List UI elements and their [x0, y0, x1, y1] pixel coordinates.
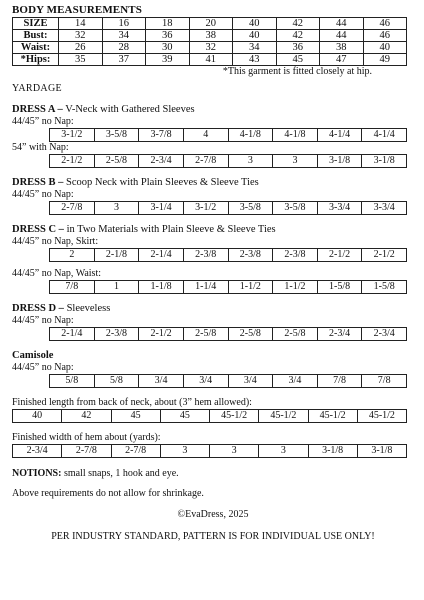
- yardage-cell: 3/4: [183, 375, 228, 388]
- dress-a-title: DRESS A –: [12, 104, 63, 115]
- measurement-cell: 32: [59, 30, 103, 42]
- dress-a-section: [12, 104, 414, 168]
- dress-b-sub1: 44/45” no Nap:: [12, 189, 74, 200]
- measurement-cell: 44: [320, 30, 364, 42]
- yardage-cell: 7/8: [317, 375, 362, 388]
- yardage-row: [50, 202, 407, 215]
- finished-width-label: Finished width of hem about (yards):: [12, 432, 161, 443]
- yardage-cell: 2-1/4: [139, 249, 184, 262]
- yardage-cell: 4-1/8: [228, 129, 273, 142]
- yardage-cell: 2-7/8: [62, 445, 111, 458]
- measurement-cell: 49: [363, 54, 407, 66]
- yardage-cell: 3-1/8: [308, 445, 357, 458]
- yardage-cell: 1-1/8: [139, 281, 184, 294]
- yardage-cell: 3-5/8: [228, 202, 273, 215]
- measurement-cell: 34: [233, 42, 277, 54]
- measurement-row-label: *Hips:: [13, 54, 59, 66]
- yardage-cell: 42: [62, 410, 111, 423]
- yardage-cell: 2: [50, 249, 95, 262]
- usage-footer: PER INDUSTRY STANDARD, PATTERN IS FOR INDIVIDUAL USE ONLY!: [51, 531, 375, 542]
- finished-width-section: [12, 432, 414, 458]
- yardage-row: [13, 410, 407, 423]
- yardage-cell: 1-1/4: [183, 281, 228, 294]
- yardage-cell: 2-3/4: [317, 328, 362, 341]
- measurement-cell: 26: [59, 42, 103, 54]
- yardage-cell: 7/8: [50, 281, 95, 294]
- yardage-cell: 2-3/8: [183, 249, 228, 262]
- yardage-row: [50, 249, 407, 262]
- measurement-row: [13, 18, 407, 30]
- yardage-cell: 3-7/8: [139, 129, 184, 142]
- yardage-cell: 1: [94, 281, 139, 294]
- yardage-cell: 2-3/8: [94, 328, 139, 341]
- measurement-row: [13, 30, 407, 42]
- measurement-cell: 40: [233, 18, 277, 30]
- yardage-cell: 2-5/8: [94, 155, 139, 168]
- yardage-row: [50, 129, 407, 142]
- measurement-row-label: SIZE: [13, 18, 59, 30]
- yardage-cell: 3: [273, 155, 318, 168]
- yardage-cell: 2-1/4: [50, 328, 95, 341]
- measurement-cell: 40: [233, 30, 277, 42]
- dress-b-section: [12, 177, 414, 215]
- yardage-cell: 2-3/4: [139, 155, 184, 168]
- yardage-cell: 45-1/2: [357, 410, 406, 423]
- yardage-cell: 3: [259, 445, 308, 458]
- dress-c-title: DRESS C –: [12, 224, 64, 235]
- yardage-cell: 1-1/2: [273, 281, 318, 294]
- yardage-cell: 5/8: [50, 375, 95, 388]
- yardage-cell: 2-7/8: [111, 445, 160, 458]
- dress-d-description: Sleeveless: [63, 303, 111, 314]
- finished-width-table: [12, 444, 407, 458]
- measurement-cell: 16: [102, 18, 146, 30]
- measurement-cell: 37: [102, 54, 146, 66]
- measurement-cell: 20: [189, 18, 233, 30]
- dress-a-row2-table: [49, 154, 407, 168]
- yardage-cell: 2-3/4: [362, 328, 407, 341]
- dress-c-description: in Two Materials with Plain Sleeve & Sleeve Ties: [63, 224, 276, 235]
- yardage-cell: 2-3/8: [273, 249, 318, 262]
- dress-a-sub2: 54” with Nap:: [12, 142, 69, 153]
- dress-b-title: DRESS B –: [12, 177, 64, 188]
- measurement-cell: 46: [363, 30, 407, 42]
- yardage-cell: 3: [160, 445, 209, 458]
- yardage-cell: 3-1/8: [317, 155, 362, 168]
- yardage-cell: 1-5/8: [317, 281, 362, 294]
- yardage-cell: 3-1/2: [50, 129, 95, 142]
- yardage-cell: 4-1/8: [273, 129, 318, 142]
- yardage-cell: 2-3/8: [228, 249, 273, 262]
- dress-b-description: Scoop Neck with Plain Sleeves & Sleeve Ties: [63, 177, 259, 188]
- measurement-cell: 44: [320, 18, 364, 30]
- yardage-cell: 3-3/4: [317, 202, 362, 215]
- yardage-cell: 1-5/8: [362, 281, 407, 294]
- yardage-cell: 3/4: [273, 375, 318, 388]
- hip-fit-note: *This garment is fitted closely at hip.: [222, 66, 372, 77]
- measurement-cell: 28: [102, 42, 146, 54]
- measurement-cell: 45: [276, 54, 320, 66]
- dress-d-title: DRESS D –: [12, 303, 64, 314]
- yardage-cell: 2-5/8: [228, 328, 273, 341]
- yardage-cell: 2-5/8: [183, 328, 228, 341]
- measurement-cell: 42: [276, 30, 320, 42]
- yardage-cell: 4-1/4: [317, 129, 362, 142]
- finished-length-section: [12, 397, 414, 423]
- dress-c-section: [12, 224, 414, 294]
- yardage-cell: 3: [210, 445, 259, 458]
- yardage-cell: 4-1/4: [362, 129, 407, 142]
- camisole-row1-table: [49, 374, 407, 388]
- yardage-cell: 45-1/2: [259, 410, 308, 423]
- yardage-cell: 3-1/2: [183, 202, 228, 215]
- yardage-cell: 3: [94, 202, 139, 215]
- measurement-cell: 38: [320, 42, 364, 54]
- measurement-cell: 18: [146, 18, 190, 30]
- yardage-cell: 4: [183, 129, 228, 142]
- measurement-cell: 41: [189, 54, 233, 66]
- yardage-cell: 3/4: [139, 375, 184, 388]
- notions-label: NOTIONS:: [12, 468, 62, 479]
- camisole-sub1: 44/45” no Nap:: [12, 362, 74, 373]
- yardage-cell: 2-1/2: [139, 328, 184, 341]
- yardage-row: [50, 281, 407, 294]
- measurement-row: [13, 42, 407, 54]
- yardage-cell: 1-1/2: [228, 281, 273, 294]
- yardage-cell: 40: [13, 410, 62, 423]
- dress-c-row1-table: [49, 248, 407, 262]
- camisole-section: [12, 350, 414, 388]
- dress-d-section: [12, 303, 414, 341]
- dress-d-sub1: 44/45” no Nap:: [12, 315, 74, 326]
- camisole-title: Camisole: [12, 350, 54, 361]
- measurement-cell: 43: [233, 54, 277, 66]
- yardage-heading: YARDAGE: [12, 83, 62, 94]
- measurement-cell: 46: [363, 18, 407, 30]
- notions-text: small snaps, 1 hook and eye.: [61, 468, 179, 479]
- measurement-cell: 30: [146, 42, 190, 54]
- yardage-cell: 3-1/4: [139, 202, 184, 215]
- dress-c-sub2: 44/45” no Nap, Waist:: [12, 268, 101, 279]
- measurement-cell: 36: [276, 42, 320, 54]
- yardage-row: [50, 375, 407, 388]
- measurement-cell: 42: [276, 18, 320, 30]
- yardage-cell: 45-1/2: [308, 410, 357, 423]
- notions-line: [12, 468, 414, 480]
- measurement-cell: 32: [189, 42, 233, 54]
- yardage-cell: 7/8: [362, 375, 407, 388]
- yardage-cell: 2-1/2: [317, 249, 362, 262]
- measurement-cell: 36: [146, 30, 190, 42]
- yardage-cell: 3/4: [228, 375, 273, 388]
- measurement-cell: 35: [59, 54, 103, 66]
- body-measurements-title: BODY MEASUREMENTS: [12, 4, 142, 16]
- pattern-page: [12, 4, 414, 543]
- yardage-cell: 2-7/8: [183, 155, 228, 168]
- yardage-cell: 3-1/8: [357, 445, 406, 458]
- dress-d-row1-table: [49, 327, 407, 341]
- yardage-cell: 2-1/2: [362, 249, 407, 262]
- yardage-cell: 2-7/8: [50, 202, 95, 215]
- dress-c-row2-table: [49, 280, 407, 294]
- dress-a-sub1: 44/45” no Nap:: [12, 116, 74, 127]
- measurement-cell: 39: [146, 54, 190, 66]
- body-measurements-table: [12, 17, 407, 66]
- dress-c-sub1: 44/45” no Nap, Skirt:: [12, 236, 99, 247]
- yardage-cell: 3: [228, 155, 273, 168]
- measurement-row-label: Waist:: [13, 42, 59, 54]
- yardage-row: [50, 155, 407, 168]
- dress-a-description: V-Neck with Gathered Sleeves: [62, 104, 195, 115]
- yardage-row: [13, 445, 407, 458]
- finished-length-label: Finished length from back of neck, about (3” hem allowed):: [12, 397, 252, 408]
- yardage-cell: 3-3/4: [362, 202, 407, 215]
- dress-b-row1-table: [49, 201, 407, 215]
- yardage-cell: 5/8: [94, 375, 139, 388]
- yardage-cell: 3-1/8: [362, 155, 407, 168]
- yardage-cell: 45-1/2: [210, 410, 259, 423]
- yardage-row: [50, 328, 407, 341]
- measurement-cell: 38: [189, 30, 233, 42]
- measurement-cell: 34: [102, 30, 146, 42]
- shrinkage-note: Above requirements do not allow for shrinkage.: [12, 488, 204, 499]
- measurement-cell: 40: [363, 42, 407, 54]
- yardage-cell: 45: [111, 410, 160, 423]
- measurement-cell: 14: [59, 18, 103, 30]
- finished-length-table: [12, 409, 407, 423]
- copyright: ©EvaDress, 2025: [177, 509, 249, 520]
- dress-a-row1-table: [49, 128, 407, 142]
- yardage-cell: 45: [160, 410, 209, 423]
- measurement-row-label: Bust:: [13, 30, 59, 42]
- yardage-cell: 2-1/8: [94, 249, 139, 262]
- measurement-cell: 47: [320, 54, 364, 66]
- measurement-row: [13, 54, 407, 66]
- yardage-cell: 2-5/8: [273, 328, 318, 341]
- yardage-cell: 3-5/8: [273, 202, 318, 215]
- yardage-cell: 2-1/2: [50, 155, 95, 168]
- yardage-cell: 2-3/4: [13, 445, 62, 458]
- yardage-cell: 3-5/8: [94, 129, 139, 142]
